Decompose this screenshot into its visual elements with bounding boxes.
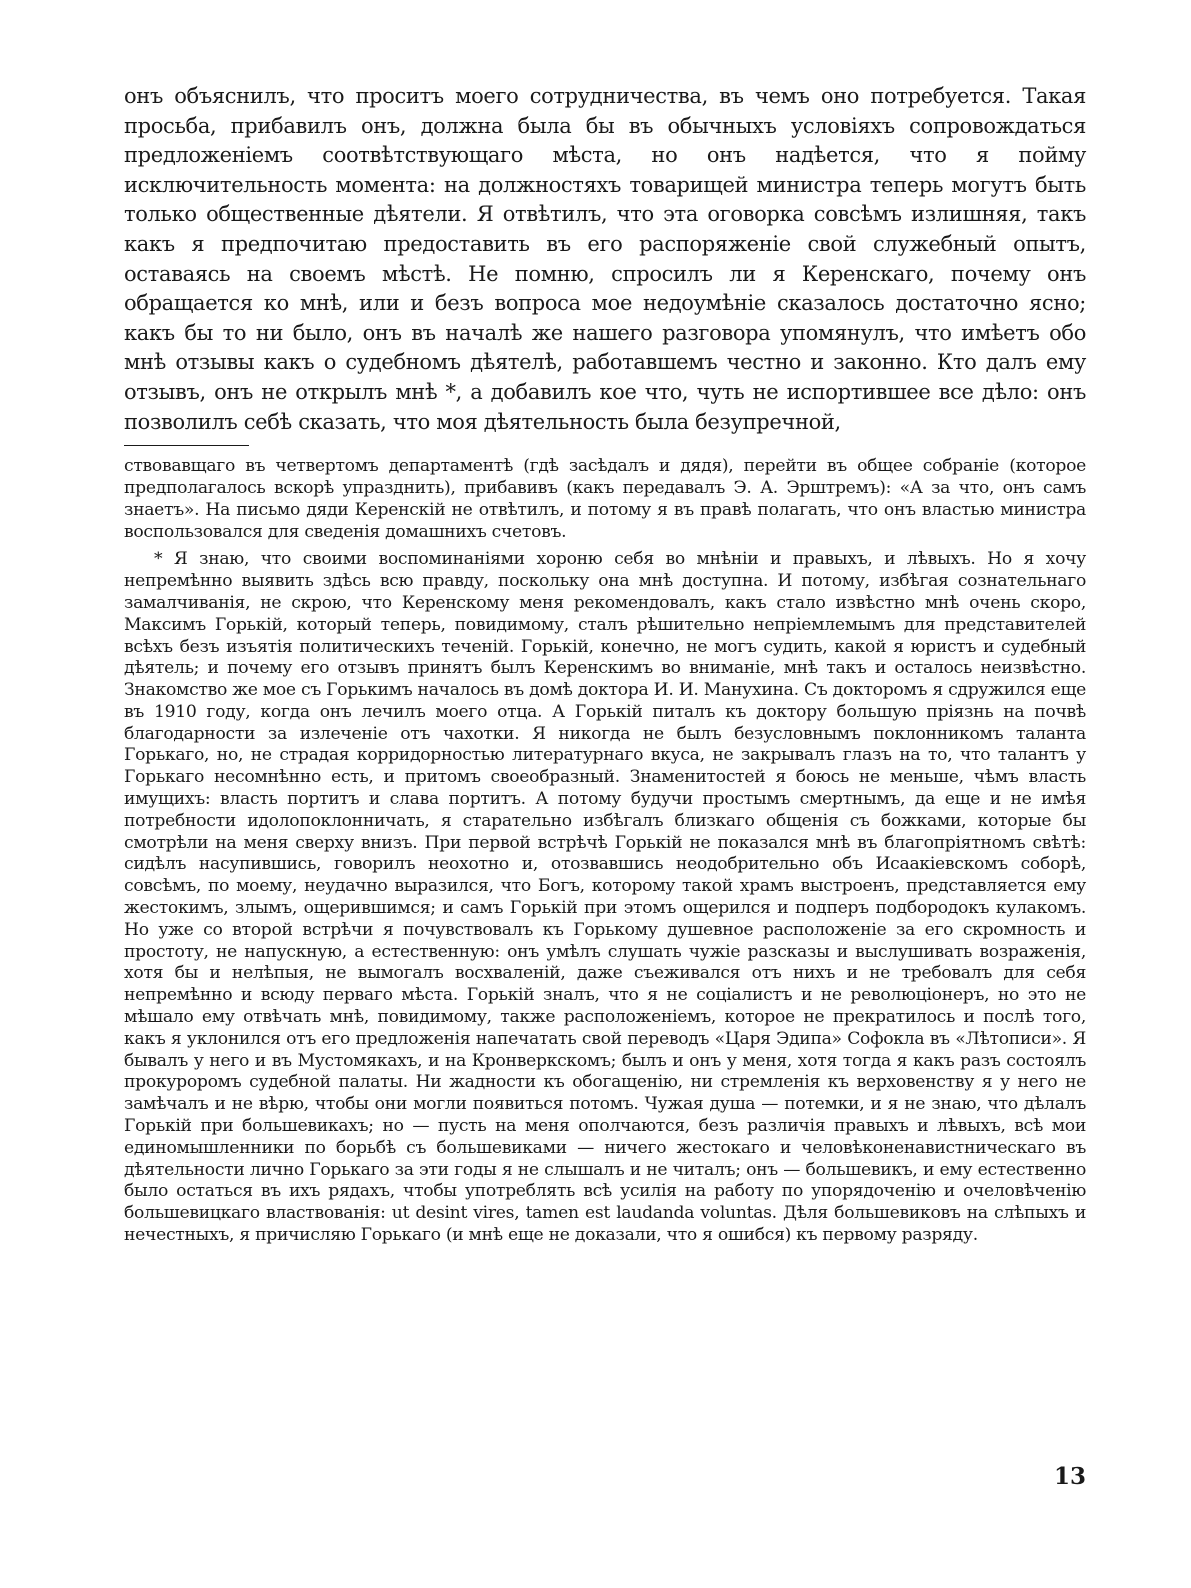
footnote-separator <box>124 445 249 446</box>
main-body-text <box>124 82 1086 437</box>
page-number: 13 <box>1053 1463 1086 1490</box>
footnote-continuation: ствовавщаго въ четвертомъ департаментѣ (гдѣ засѣдалъ и дядя), перейти въ общее собраніе (которое предполагалось вскорѣ упразднить), прибавивъ (какъ передавалъ Э. А. Эрштремъ): «А за что, онъ самъ знаетъ». На письмо дяди Керенскій не отвѣтилъ, и потому я въ правѣ полагать, что онъ властью министра воспользовался для сведенія домашнихъ счетовъ. <box>124 456 1086 542</box>
footnote-star: * Я знаю, что своими воспоминаніями хороню себя во мнѣніи и правыхъ, и лѣвыхъ. Но я хочу непремѣнно выявить здѣсь всю правду, поскольку она мнѣ доступна. И потому, избѣгая сознательнаго замалчиванія, не скрою, что Керенскому меня рекомендовалъ, какъ стало извѣстно мнѣ очень скоро, Максимъ Горькій, который теперь, повидимому, сталъ рѣшительно непріемлемымъ для представителей всѣхъ безъ изъятія политическихъ теченій. Горькій, конечно, не могъ судить, какой я юристъ и судебный дѣятель; и почему его отзывъ принятъ былъ Керенскимъ во вниманіе, мнѣ такъ и осталось неизвѣстно. Знакомство же мое съ Горькимъ началось въ домѣ доктора И. И. Манухина. Съ докторомъ я сдружился еще въ 1910 году, когда онъ лечилъ моего отца. А Горькій питалъ къ доктору большую пріязнь на почвѣ благодарности за излеченіе отъ чахотки. Я никогда не былъ безусловнымъ поклонникомъ таланта Горькаго, но, не страдая корридорностью литературнаго вкуса, не закрывалъ глазъ на то, что талантъ у Горькаго несомнѣнно есть, и притомъ своеобразный. Знаменитостей я боюсь не меньше, чѣмъ власть имущихъ: власть портитъ и слава портитъ. А потому будучи простымъ смертнымъ, да еще и не имѣя потребности идолопоклонничать, я старательно избѣгалъ близкаго общенія съ божками, которые бы смотрѣли на меня сверху внизъ. При первой встрѣчѣ Горькій не показался мнѣ въ благопріятномъ свѣтѣ: сидѣлъ насупившись, говорилъ неохотно и, отозвавшись неодобрительно объ Исаакіевскомъ соборѣ, совсѣмъ, по моему, неудачно выразился, что Богъ, которому такой храмъ выстроенъ, представляется ему жестокимъ, злымъ, ощерившимся; и самъ Горькій при этомъ ощерился и подперъ подбородокъ кулакомъ. Но уже со второй встрѣчи я почувствовалъ къ Горькому душевное расположеніе за его скромность и простоту, не напускную, а естественную: онъ умѣлъ слушать чужіе разсказы и выслушивать возраженія, хотя бы и нелѣпыя, не вымогалъ восхваленій, даже съеживался отъ нихъ и не требовалъ для себя непремѣнно и всюду перваго мѣста. Горькій зналъ, что я не соціалистъ и не революціонеръ, но это не мѣшало ему отвѣчать мнѣ, повидимому, также расположеніемъ, которое не прекратилось и послѣ того, какъ я уклонился отъ его предложенія напечатать свой переводъ «Царя Эдипа» Софокла въ «Лѣтописи». Я бывалъ у него и въ Мустомякахъ, и на Кронверкскомъ; былъ и онъ у меня, хотя тогда я какъ разъ состоялъ прокуроромъ судебной палаты. Ни жадности къ обогащенію, ни стремленія къ верховенству я у него не замѣчалъ и не вѣрю, чтобы они могли появиться потомъ. Чужая душа — потемки, и я не знаю, что дѣлалъ Горькій при большевикахъ; но — пусть на меня ополчаются, безъ различія правыхъ и лѣвыхъ, всѣ мои единомышленники по борьбѣ съ большевиками — ничего жестокаго и человѣконенавистническаго въ дѣятельности лично Горькаго за эти годы я не слышалъ и не читалъ; онъ — большевикъ, и ему естественно было остаться въ ихъ рядахъ, чтобы употреблять всѣ усилія на работу по упорядоченію и очеловѣченію большевицкаго властвованія: ut desint vires, tamen est laudanda voluntas. Дѣля большевиковъ на слѣпыхъ и нечестныхъ, я причисляю Горькаго (и мнѣ еще не доказали, что я ошибся) къ первому разряду. <box>124 549 1086 1246</box>
main-paragraph: онъ объяснилъ, что проситъ моего сотрудничества, въ чемъ оно потребуется. Такая просьба, прибавилъ онъ, должна была бы въ обычныхъ условіяхъ сопровождаться предложеніемъ соотвѣтствующаго мѣста, но онъ надѣется, что я пойму исключительность момента: на должностяхъ товарищей министра теперь могутъ быть только общественные дѣятели. Я отвѣтилъ, что эта оговорка совсѣмъ излишняя, такъ какъ я предпочитаю предоставить въ его распоряженіе свой служебный опытъ, оставаясь на своемъ мѣстѣ. Не помню, спросилъ ли я Керенскаго, почему онъ обращается ко мнѣ, или и безъ вопроса мое недоумѣніе сказалось достаточно ясно; какъ бы то ни было, онъ въ началѣ же нашего разговора упомянулъ, что имѣетъ обо мнѣ отзывы какъ о судебномъ дѣятелѣ, работавшемъ честно и законно. Кто далъ ему отзывъ, онъ не открылъ мнѣ *, а добавилъ кое что, чуть не испортившее все дѣло: онъ позволилъ себѣ сказать, что моя дѣятельность была безупречной, <box>124 84 1086 434</box>
footnotes <box>124 456 1086 1247</box>
book-page <box>124 82 1086 1552</box>
